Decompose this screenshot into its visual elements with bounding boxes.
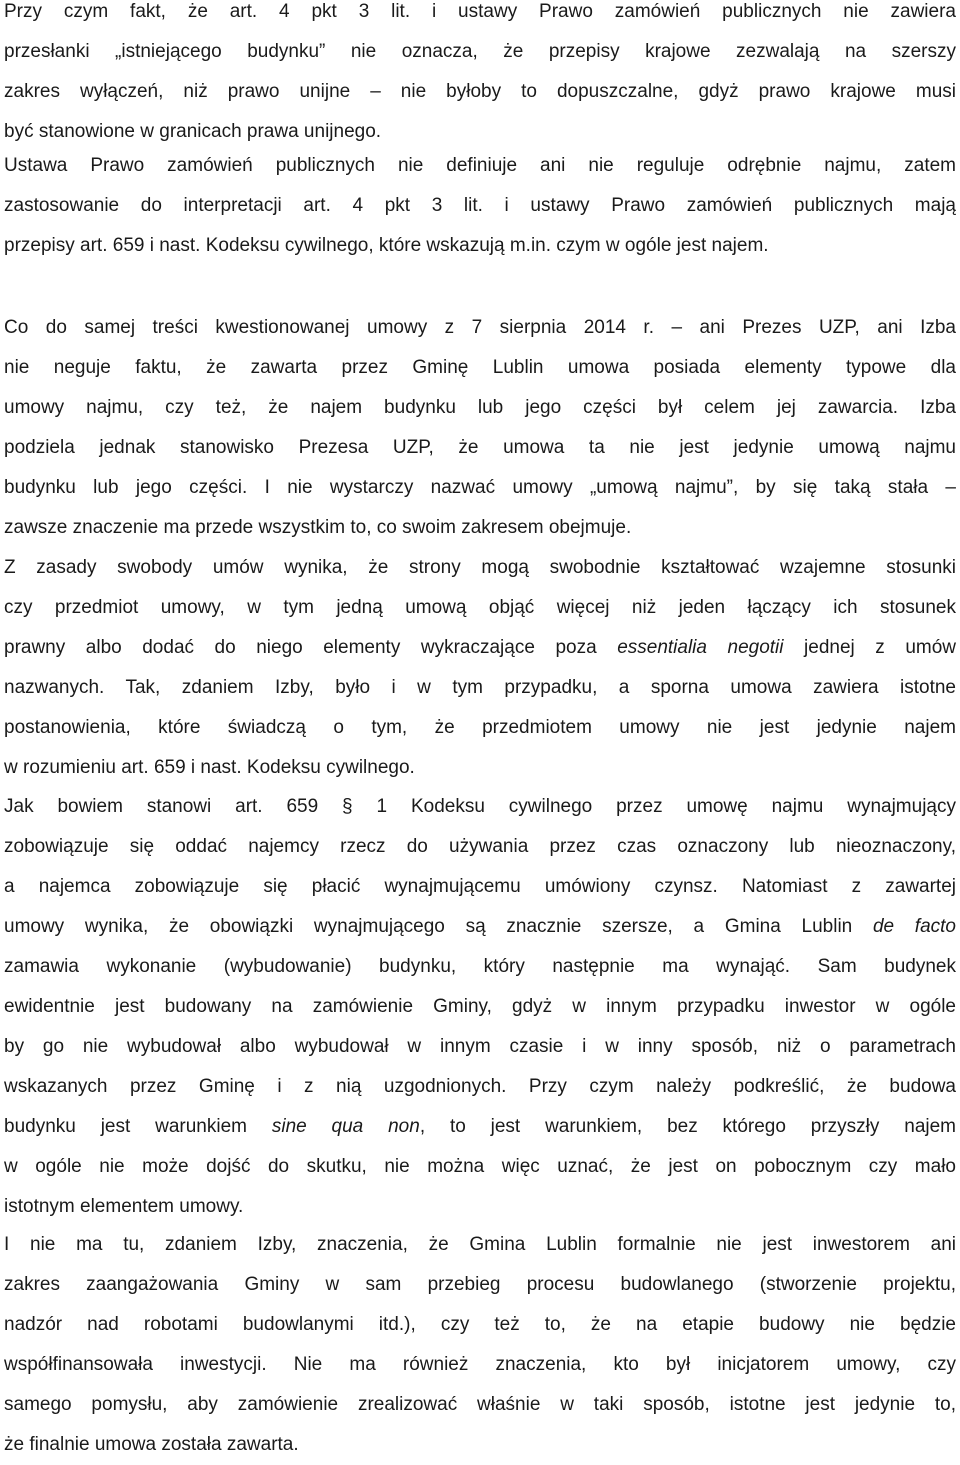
text-segment: jednej z umów [783, 637, 956, 658]
text-line [4, 1107, 956, 1147]
text-segment: podziela jednak stanowisko Prezesa UZP, że umowa ta nie jest jedynie umową najmu [4, 437, 956, 458]
text-segment: Co do samej treści kwestionowanej umowy z 7 sierpnia 2014 r. – ani Prezes UZP, ani Izba [4, 317, 956, 338]
text-segment: , to jest warunkiem, bez którego przyszły najem [419, 1116, 956, 1137]
text-segment: istotnym elementem umowy. [4, 1196, 244, 1217]
text-segment: a najemca zobowiązuje się płacić wynajmującemu umówiony czynsz. Natomiast z zawartej [4, 876, 956, 897]
text-line [4, 548, 956, 588]
italic-phrase: sine qua non [271, 1116, 420, 1137]
text-segment: budynku lub jego części. I nie wystarczy nazwać umowy „umową najmu”, by się taką stała – [4, 477, 956, 498]
text-line [4, 867, 956, 907]
text-line [4, 1225, 956, 1265]
text-line [4, 1187, 956, 1227]
text-line [4, 146, 956, 186]
italic-phrase: essentialia negotii [617, 637, 784, 658]
text-line [4, 588, 956, 628]
text-line [4, 468, 956, 508]
paragraph [4, 146, 956, 266]
text-segment: I nie ma tu, zdaniem Izby, znaczenia, że Gmina Lublin formalnie nie jest inwestorem ani [4, 1234, 956, 1255]
text-line [4, 907, 956, 947]
text-segment: być stanowione w granicach prawa unijnego. [4, 121, 382, 142]
text-line [4, 428, 956, 468]
paragraph [4, 548, 956, 788]
text-segment: nie neguje faktu, że zawarta przez Gminę Lublin umowa posiada elementy typowe dla [4, 357, 956, 378]
text-line [4, 72, 956, 112]
text-segment: współfinansowała inwestycji. Nie ma również znaczenia, kto był inicjatorem umowy, czy [4, 1354, 956, 1375]
italic-phrase: de facto [872, 916, 956, 937]
text-segment: przepisy art. 659 i nast. Kodeksu cywilnego, które wskazują m.in. czym w ogóle jest najem. [4, 235, 769, 256]
text-line [4, 708, 956, 748]
text-segment: ewidentnie jest budowany na zamówienie Gminy, gdyż w innym przypadku inwestor w ogóle [4, 996, 956, 1017]
text-line [4, 628, 956, 668]
text-segment: zobowiązuje się oddać najemcy rzecz do używania przez czas oznaczony lub nieoznaczony, [4, 836, 956, 857]
text-segment: zakres zaangażowania Gminy w sam przebieg procesu budowlanego (stworzenie projektu, [4, 1274, 956, 1295]
text-line [4, 1385, 956, 1425]
text-segment: by go nie wybudował albo wybudował w innym czasie i w inny sposób, niż o parametrach [4, 1036, 956, 1057]
text-segment: w ogóle nie może dojść do skutku, nie można więc uznać, że jest on pobocznym czy mało [4, 1156, 956, 1177]
text-line [4, 1345, 956, 1385]
text-segment: zawsze znaczenie ma przede wszystkim to, co swoim zakresem obejmuje. [4, 517, 632, 538]
text-line [4, 1265, 956, 1305]
text-segment: budynku jest warunkiem [4, 1116, 272, 1137]
paragraph [4, 1225, 956, 1465]
text-line [4, 348, 956, 388]
text-segment: umowy najmu, czy też, że najem budynku lub jego części był celem jej zawarcia. Izba [4, 397, 956, 418]
text-segment: zastosowanie do interpretacji art. 4 pkt 3 lit. i ustawy Prawo zamówień publicznych mają [4, 195, 956, 216]
text-segment: wskazanych przez Gminę i z nią uzgodnionych. Przy czym należy podkreślić, że budowa [4, 1076, 956, 1097]
text-segment: nadzór nad robotami budowlanymi itd.), czy też to, że na etapie budowy nie będzie [4, 1314, 956, 1335]
text-line [4, 1147, 956, 1187]
text-segment: zamawia wykonanie (wybudowanie) budynku, który następnie ma wynająć. Sam budynek [4, 956, 956, 977]
paragraph [4, 0, 956, 152]
paragraph [4, 787, 956, 1227]
text-line [4, 987, 956, 1027]
text-line [4, 226, 956, 266]
text-segment: zakres wyłączeń, niż prawo unijne – nie byłoby to dopuszczalne, gdyż prawo krajowe musi [4, 81, 956, 102]
text-line [4, 668, 956, 708]
text-segment: przesłanki „istniejącego budynku” nie oznacza, że przepisy krajowe zezwalają na szerszy [4, 41, 956, 62]
text-segment: umowy wynika, że obowiązki wynajmującego są znacznie szersze, a Gmina Lublin [4, 916, 873, 937]
text-segment: postanowienia, które świadczą o tym, że przedmiotem umowy nie jest jedynie najem [4, 717, 956, 738]
text-line [4, 388, 956, 428]
text-line [4, 308, 956, 348]
paragraph [4, 308, 956, 548]
text-segment: że finalnie umowa została zawarta. [4, 1434, 299, 1455]
text-segment: Przy czym fakt, że art. 4 pkt 3 lit. i ustawy Prawo zamówień publicznych nie zawiera [4, 1, 956, 22]
text-segment: prawny albo dodać do niego elementy wykraczające poza [4, 637, 618, 658]
text-line [4, 947, 956, 987]
text-line [4, 827, 956, 867]
text-line [4, 1425, 956, 1465]
text-segment: Z zasady swobody umów wynika, że strony mogą swobodnie kształtować wzajemne stosunki [4, 557, 956, 578]
text-line [4, 1067, 956, 1107]
text-line [4, 748, 956, 788]
text-line [4, 508, 956, 548]
text-line [4, 1305, 956, 1345]
text-segment: nazwanych. Tak, zdaniem Izby, było i w tym przypadku, a sporna umowa zawiera istotne [4, 677, 956, 698]
text-segment: czy przedmiot umowy, w tym jedną umową objąć więcej niż jeden łączący ich stosunek [4, 597, 956, 618]
text-segment: Ustawa Prawo zamówień publicznych nie definiuje ani nie reguluje odrębnie najmu, zatem [4, 155, 956, 176]
text-line [4, 0, 956, 32]
text-segment: Jak bowiem stanowi art. 659 § 1 Kodeksu cywilnego przez umowę najmu wynajmujący [4, 796, 956, 817]
text-line [4, 32, 956, 72]
text-line [4, 186, 956, 226]
text-segment: samego pomysłu, aby zamówienie zrealizować właśnie w taki sposób, istotne jest jedynie to, [4, 1394, 956, 1415]
text-line [4, 1027, 956, 1067]
text-segment: w rozumieniu art. 659 i nast. Kodeksu cywilnego. [4, 757, 415, 778]
text-line [4, 787, 956, 827]
